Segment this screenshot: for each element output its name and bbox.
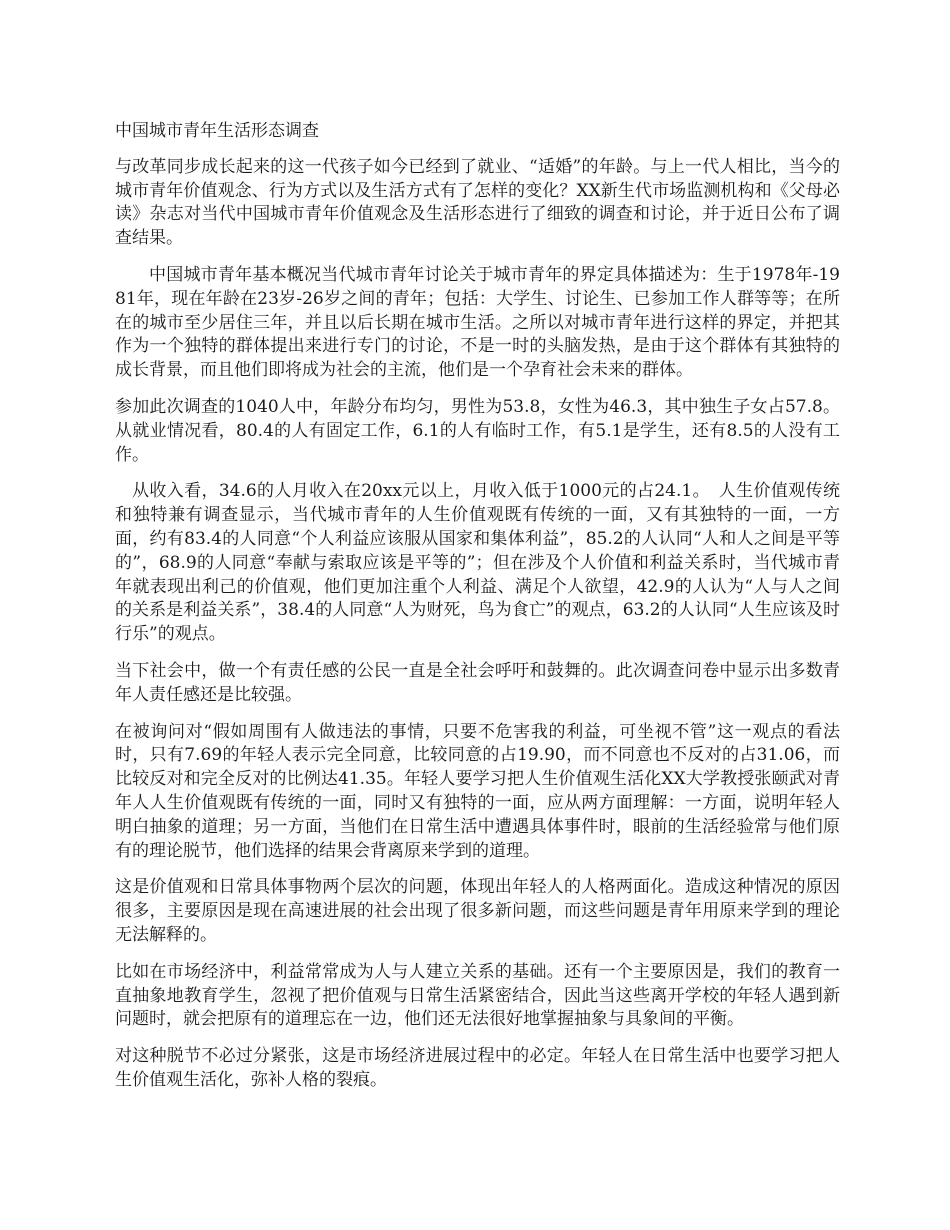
document-title: 中国城市青年生活形态调查 bbox=[115, 121, 319, 141]
paragraph-conclusion: 对这种脱节不必过分紧张，这是市场经济进展过程中的必定。年轻人在日常生活中也要学习把人生价值观生活化，弥补人格的裂痕。 bbox=[115, 1046, 840, 1090]
paragraph-responsibility: 当下社会中，做一个有责任感的公民一直是全社会呼吁和鼓舞的。此次调查问卷中显示出多数青年人责任感还是比较强。 bbox=[115, 660, 840, 705]
paragraph-two-levels: 这是价值观和日常具体事物两个层次的问题，体现出年轻人的人格两面化。造成这种情况的原因很多，主要原因是现在高速进展的社会出现了很多新问题，而这些问题是青年用原来学到的理论无法解释的。 bbox=[115, 877, 840, 945]
paragraph-intro: 与改革同步成长起来的这一代孩子如今已经到了就业、“适婚”的年龄。与上一代人相比，当今的城市青年价值观念、行为方式以及生活方式有了怎样的变化？XX新生代市场监测机构和《父母必读》杂志对当代中国城市青年价值观念及生活形态进行了细致的调查和讨论，并于近日公布了调查结果。 bbox=[115, 156, 840, 249]
paragraph-survey-question: 在被询问对“假如周围有人做违法的事情，只要不危害我的利益，可坐视不管”这一观点的看法时，只有7.69的年轻人表示完全同意，比较同意的占19.90，而不同意也不反对的占31.06，而比较反对和完全反对的比例达41.35。年轻人要学习把人生价值观生活化XX大学教授张颐武对青年人人生价值观既有传统的一面，同时又有独特的一面，应从两方面理解：一方面，说明年轻人明白抽象的道理；另一方面，当他们在日常生活中遭遇具体事件时，眼前的生活经验常与他们原有的理论脱节，他们选择的结果会背离原来学到的道理。 bbox=[115, 721, 840, 861]
document-page bbox=[115, 120, 840, 1106]
paragraph-market-economy: 比如在市场经济中，利益常常成为人与人建立关系的基础。还有一个主要原因是，我们的教育一直抽象地教育学生，忽视了把价值观与日常生活紧密结合，因此当这些离开学校的年轻人遇到新问题时，就会把原有的道理忘在一边，他们还无法很好地掌握抽象与具象间的平衡。 bbox=[115, 961, 840, 1030]
paragraph-values: 从收入看，34.6的人月收入在20xx元以上，月收入低于1000元的占24.1。 人生价值观传统和独特兼有调查显示，当代城市青年的人生价值观既有传统的一面，又有其独特的一面，一方面，约有83.4的人同意“个人利益应该服从国家和集体利益”，85.2的人认同“人和人之间是平等的”，68.9的人同意“奉献与索取应该是平等的”；但在涉及个人价值和利益关系时，当代城市青年就表现出利己的价值观，他们更加注重个人利益、满足个人欲望，42.9的人认为“人与人之间的关系是利益关系”，38.4的人同意“人为财死，鸟为食亡”的观点，63.2的人认同“人生应该及时行乐”的观点。 bbox=[115, 481, 840, 645]
paragraph-demographics: 参加此次调查的1040人中，年龄分布均匀，男性为53.8，女性为46.3，其中独生子女占57.8。从就业情况看，80.4的人有固定工作，6.1的人有临时工作，有5.1是学生，还有8.5的人没有工作。 bbox=[115, 396, 840, 465]
paragraph-overview: 中国城市青年基本概况当代城市青年讨论关于城市青年的界定具体描述为：生于1978年-1981年，现在年龄在23岁-26岁之间的青年；包括：大学生、讨论生、已参加工作人群等等；在所在的城市至少居住三年，并且以后长期在城市生活。之所以对城市青年进行这样的界定，并把其作为一个独特的群体提出来进行专门的讨论，不是一时的头脑发热，是由于这个群体有其独特的成长背景，而且他们即将成为社会的主流，他们是一个孕育社会未来的群体。 bbox=[115, 264, 840, 381]
